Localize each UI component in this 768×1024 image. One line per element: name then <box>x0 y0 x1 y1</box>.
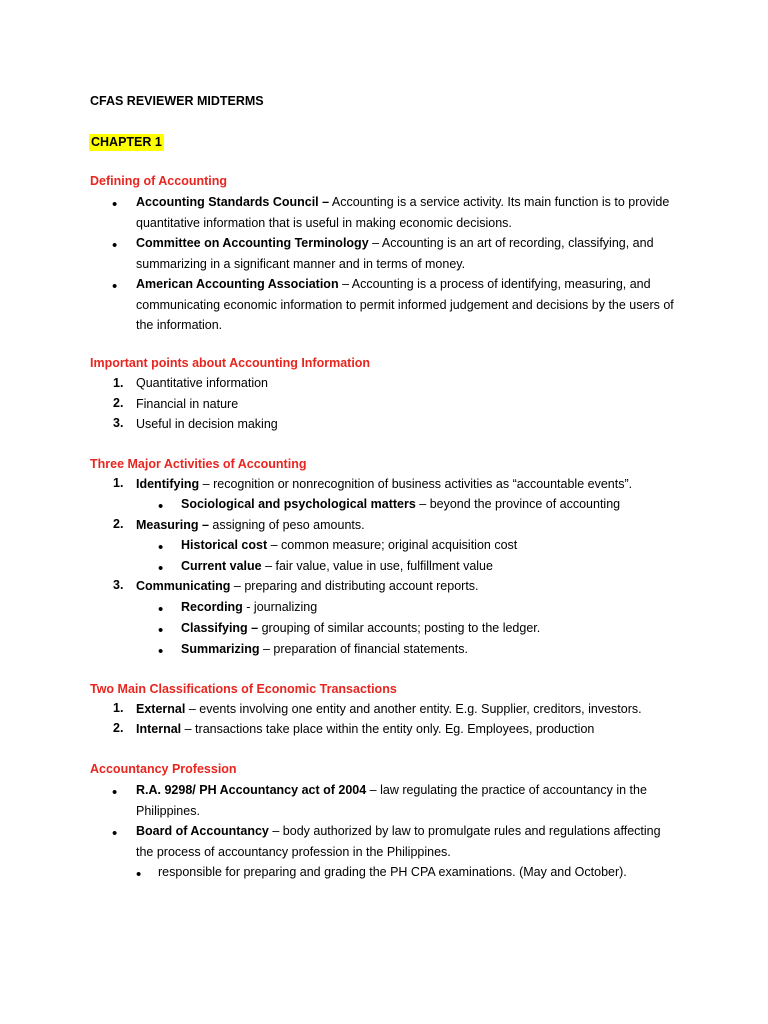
description: – transactions take place within the entity only. Eg. Employees, production <box>181 722 595 736</box>
list-number: 2. <box>113 396 124 410</box>
bullet-icon: • <box>112 825 118 842</box>
bullet-icon: • <box>136 866 142 883</box>
description: – Accounting is an art of recording, classifying, and summarizing in a significant manner and in terms of money. <box>136 236 654 271</box>
description: – beyond the province of accounting <box>415 497 621 511</box>
term: Classifying – <box>181 621 259 635</box>
section-heading-two-main-classifications: Two Main Classifications of Economic Transactions <box>90 682 397 696</box>
term: Sociological and psychological matters <box>181 497 416 511</box>
sub-item <box>181 494 678 515</box>
term: Measuring – <box>136 518 209 532</box>
bullet-icon: • <box>112 196 118 213</box>
list-item-definition <box>136 192 678 233</box>
description: grouping of similar accounts; posting to the ledger. <box>258 621 541 635</box>
bullet-icon: • <box>158 643 164 660</box>
list-item-activity <box>136 474 678 495</box>
list-item-activity <box>136 576 678 597</box>
sub-item <box>181 535 678 556</box>
description: – preparation of financial statements. <box>259 642 468 656</box>
description: – body authorized by law to promulgate rules and regulations affecting the process of accountancy profession in the Philippines. <box>136 824 661 859</box>
list-item-classification <box>136 719 678 740</box>
term: Internal <box>136 722 182 736</box>
list-number: 1. <box>113 376 124 390</box>
term: Current value <box>181 559 262 573</box>
term: Recording <box>181 600 243 614</box>
bullet-icon: • <box>112 278 118 295</box>
section-heading-three-major-activities: Three Major Activities of Accounting <box>90 457 307 471</box>
term: Identifying <box>136 477 200 491</box>
list-item: Quantitative information <box>136 376 269 390</box>
description: – recognition or nonrecognition of business activities as “accountable events”. <box>199 477 633 491</box>
bullet-icon: • <box>158 601 164 618</box>
bullet-icon: • <box>158 622 164 639</box>
list-item-activity <box>136 515 678 536</box>
bullet-icon: • <box>158 539 164 556</box>
description: – events involving one entity and another entity. E.g. Supplier, creditors, investors. <box>185 702 642 716</box>
description: – common measure; original acquisition cost <box>267 538 518 552</box>
list-item-profession <box>136 780 678 821</box>
section-heading-accountancy-profession: Accountancy Profession <box>90 762 237 776</box>
section-heading-important-points: Important points about Accounting Information <box>90 356 371 370</box>
document-title: CFAS REVIEWER MIDTERMS <box>90 94 264 108</box>
sub-item <box>181 618 678 639</box>
list-number: 1. <box>113 476 124 490</box>
sub-item <box>181 639 678 660</box>
description: - journalizing <box>242 600 318 614</box>
description: – fair value, value in use, fulfillment value <box>261 559 493 573</box>
term: R.A. 9298/ PH Accountancy act of 2004 <box>136 783 367 797</box>
description: assigning of peso amounts. <box>208 518 365 532</box>
description: – law regulating the practice of accountancy in the Philippines. <box>136 783 647 818</box>
term: Accounting Standards Council – <box>136 195 330 209</box>
list-number: 2. <box>113 517 124 531</box>
list-number: 3. <box>113 416 124 430</box>
description: – preparing and distributing account reports. <box>230 579 479 593</box>
bullet-icon: • <box>112 237 118 254</box>
sub-item <box>181 597 678 618</box>
list-item-definition <box>136 274 678 336</box>
bullet-icon: • <box>112 784 118 801</box>
bullet-icon: • <box>158 560 164 577</box>
term: External <box>136 702 186 716</box>
sub-item <box>181 556 678 577</box>
list-item-definition <box>136 233 678 274</box>
term: Board of Accountancy <box>136 824 269 838</box>
list-number: 2. <box>113 721 124 735</box>
list-item-classification <box>136 699 678 720</box>
chapter-label: CHAPTER 1 <box>91 135 162 149</box>
term: Communicating <box>136 579 231 593</box>
list-item: Financial in nature <box>136 397 239 411</box>
term: Summarizing <box>181 642 260 656</box>
sub-item: responsible for preparing and grading the PH CPA examinations. (May and October). <box>158 865 627 879</box>
description: Accounting is a service activity. Its main function is to provide quantitative information that is useful in making economic decisions. <box>136 195 670 230</box>
term: American Accounting Association <box>136 277 339 291</box>
section-heading-defining: Defining of Accounting <box>90 174 228 188</box>
description: – Accounting is a process of identifying, measuring, and communicating economic information to permit informed judgement and decisions by the users of the information. <box>136 277 674 332</box>
term: Historical cost <box>181 538 268 552</box>
list-number: 3. <box>113 578 124 592</box>
term: Committee on Accounting Terminology <box>136 236 369 250</box>
list-item: Useful in decision making <box>136 417 278 431</box>
bullet-icon: • <box>158 498 164 515</box>
list-item-profession <box>136 821 678 862</box>
list-number: 1. <box>113 701 124 715</box>
